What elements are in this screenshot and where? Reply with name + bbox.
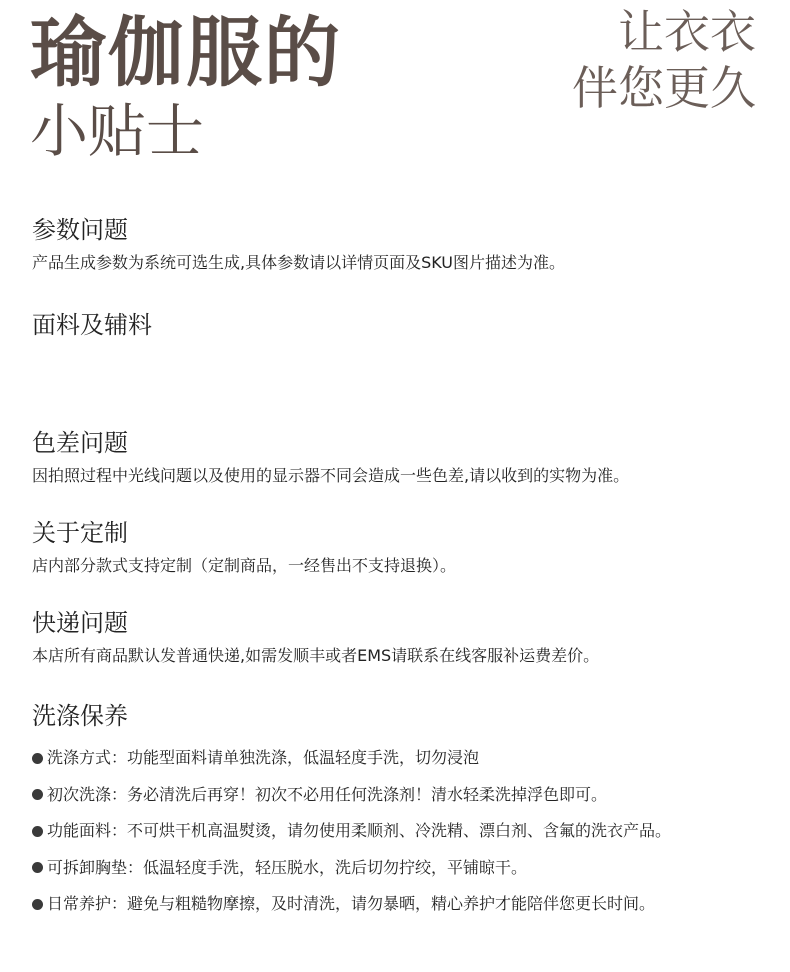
bullet-icon [32, 826, 43, 837]
section-text: 产品生成参数为系统可选生成,具体参数请以详情页面及SKU图片描述为准。 [32, 253, 566, 272]
bullet-icon [32, 789, 43, 800]
slogan-line-2: 伴您更久 [572, 61, 756, 115]
section-custom [32, 517, 772, 579]
section-shipping [32, 607, 772, 669]
section-params [32, 214, 772, 276]
section-heading: 关于定制 [32, 519, 128, 547]
section-heading: 面料及辅料 [32, 311, 152, 339]
section-text: 本店所有商品默认发普通快递,如需发顺丰或者EMS请联系在线客服补运费差价。 [32, 646, 600, 665]
section-fabric [32, 309, 772, 345]
section-heading: 快递问题 [32, 609, 128, 637]
page-title: 瑜伽服的 [30, 8, 342, 97]
section-color [32, 427, 772, 489]
list-item [32, 850, 772, 887]
list-item [32, 777, 772, 814]
bullet-icon [32, 899, 43, 910]
section-heading: 色差问题 [32, 429, 128, 457]
care-item-text: 功能面料：不可烘干机高温熨烫，请勿使用柔顺剂、冷洗精、漂白剂、含氟的洗衣产品。 [47, 821, 672, 840]
list-item [32, 813, 772, 850]
section-text: 店内部分款式支持定制（定制商品，一经售出不支持退换）。 [32, 556, 457, 575]
bullet-icon [32, 862, 43, 873]
list-item [32, 740, 772, 777]
slogan-line-1: 让衣衣 [618, 5, 756, 59]
care-item-text: 初次洗涤：务必清洗后再穿！初次不必用任何洗涤剂！清水轻柔洗掉浮色即可。 [47, 784, 608, 804]
section-text: 因拍照过程中光线问题以及使用的显示器不同会造成一些色差,请以收到的实物为准。 [32, 466, 630, 485]
section-heading: 参数问题 [32, 216, 128, 244]
care-item-text: 可拆卸胸垫：低温轻度手洗，轻压脱水，洗后切勿拧绞，平铺晾干。 [47, 857, 528, 877]
care-list [32, 740, 772, 923]
section-heading: 洗涤保养 [32, 702, 128, 730]
list-item [32, 886, 772, 923]
page-subtitle: 小贴士 [30, 97, 205, 165]
slogan [572, 4, 756, 116]
care-item-text: 日常养护：避免与粗糙物摩擦，及时清洗，请勿暴晒，精心养护才能陪伴您更长时间。 [47, 894, 656, 913]
bullet-icon [32, 753, 43, 764]
section-care [32, 700, 772, 923]
care-item-text: 洗涤方式：功能型面料请单独洗涤，低温轻度手洗，切勿浸泡 [47, 748, 480, 767]
